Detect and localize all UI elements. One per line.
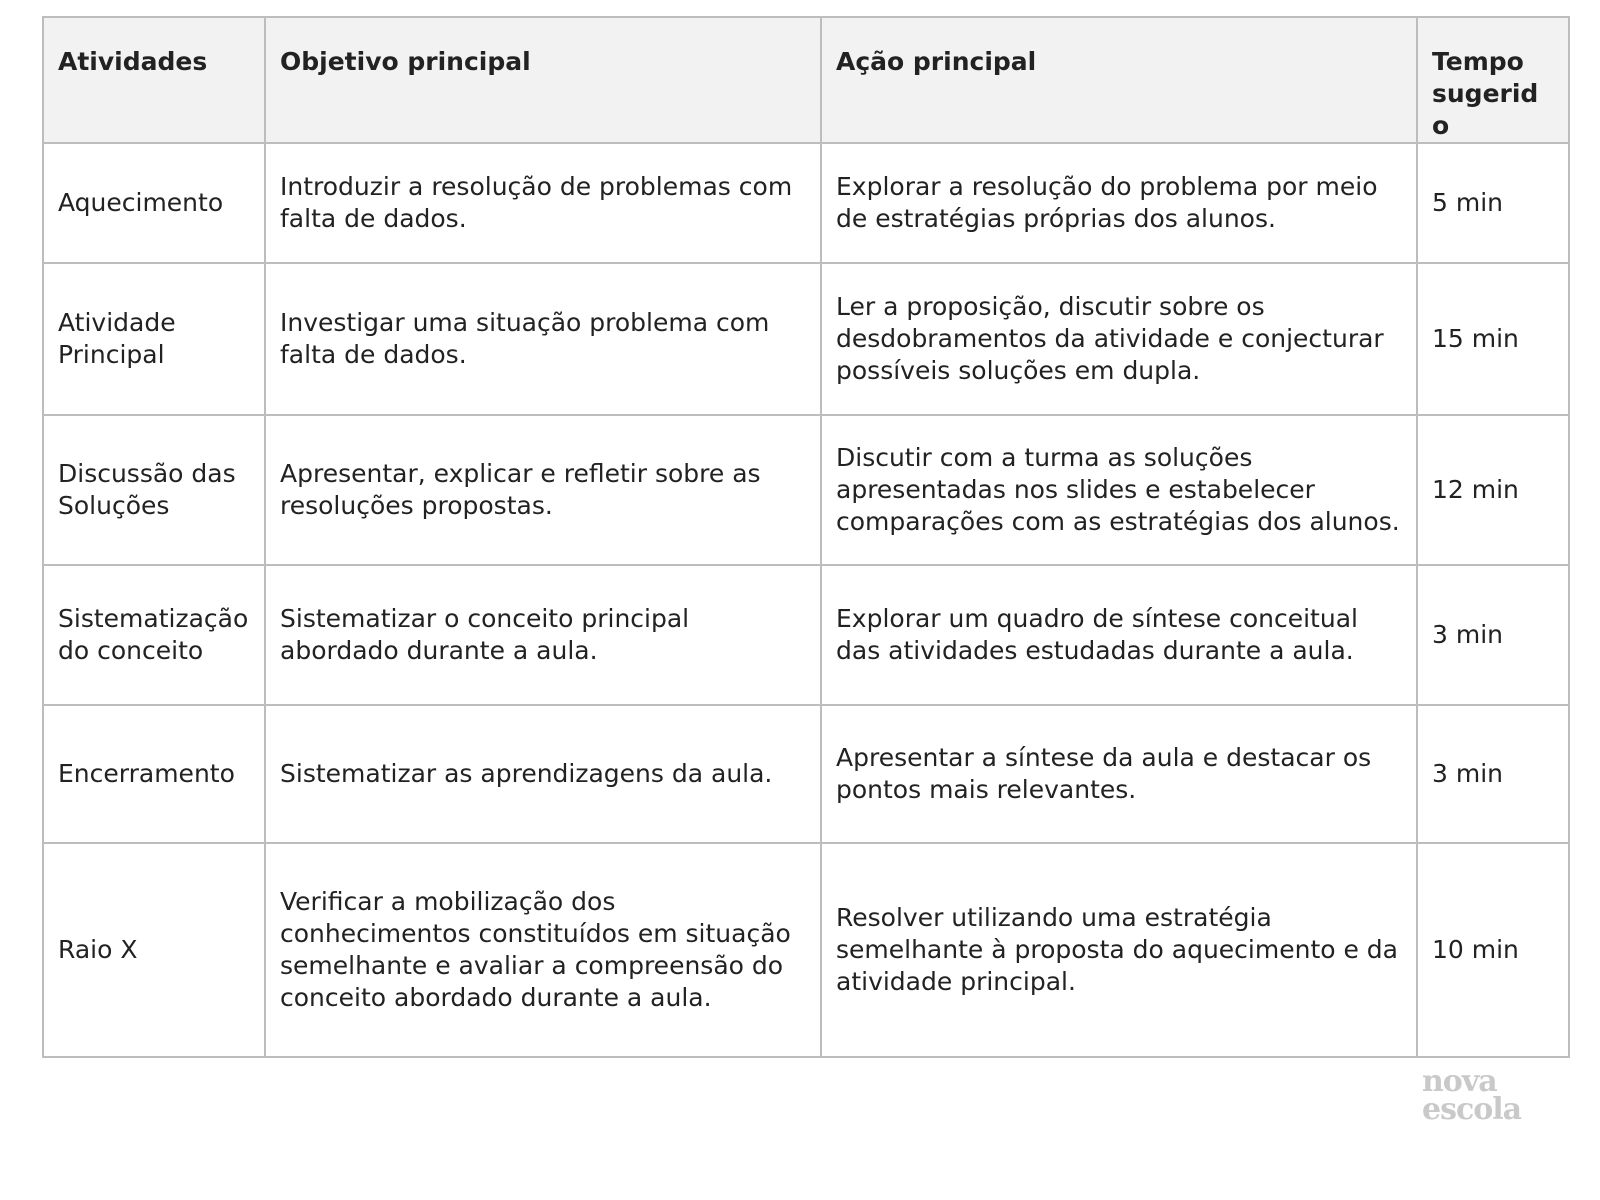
- cell-atividade: Aquecimento: [43, 143, 265, 263]
- cell-atividade: Atividade Principal: [43, 263, 265, 415]
- cell-atividade: Sistematização do conceito: [43, 565, 265, 705]
- cell-objetivo: Verificar a mobilização dos conhecimentos constituídos em situação semelhante e avaliar a compreensão do conceito abordado durante a aula.: [265, 843, 821, 1057]
- logo-line-nova: nova: [1422, 1064, 1497, 1099]
- table-row: [43, 263, 1569, 415]
- lesson-plan-table: [42, 16, 1570, 1058]
- cell-atividade: Encerramento: [43, 705, 265, 843]
- cell-acao: Discutir com a turma as soluções apresentadas nos slides e estabelecer comparações com as estratégias dos alunos.: [821, 415, 1417, 565]
- cell-acao: Ler a proposição, discutir sobre os desdobramentos da atividade e conjecturar possíveis soluções em dupla.: [821, 263, 1417, 415]
- cell-objetivo: Investigar uma situação problema com falta de dados.: [265, 263, 821, 415]
- cell-tempo: 15 min: [1417, 263, 1569, 415]
- cell-acao: Explorar a resolução do problema por meio de estratégias próprias dos alunos.: [821, 143, 1417, 263]
- cell-objetivo: Apresentar, explicar e refletir sobre as resoluções propostas.: [265, 415, 821, 565]
- cell-tempo: 12 min: [1417, 415, 1569, 565]
- header-objetivo-principal: Objetivo principal: [265, 17, 821, 143]
- cell-acao: Resolver utilizando uma estratégia semelhante à proposta do aquecimento e da atividade principal.: [821, 843, 1417, 1057]
- cell-atividade: Raio X: [43, 843, 265, 1057]
- cell-tempo: 10 min: [1417, 843, 1569, 1057]
- logo-line-escola: escola: [1422, 1092, 1522, 1127]
- table-header-row: [43, 17, 1569, 143]
- table-row: [43, 843, 1569, 1057]
- lesson-plan-table-container: [42, 16, 1568, 1058]
- cell-acao: Apresentar a síntese da aula e destacar os pontos mais relevantes.: [821, 705, 1417, 843]
- header-tempo-sugerido: Tempo sugerido: [1417, 17, 1569, 143]
- table-row: [43, 705, 1569, 843]
- cell-objetivo: Sistematizar as aprendizagens da aula.: [265, 705, 821, 843]
- cell-tempo: 3 min: [1417, 565, 1569, 705]
- table-row: [43, 565, 1569, 705]
- cell-atividade: Discussão das Soluções: [43, 415, 265, 565]
- cell-objetivo: Sistematizar o conceito principal abordado durante a aula.: [265, 565, 821, 705]
- cell-tempo: 5 min: [1417, 143, 1569, 263]
- cell-acao: Explorar um quadro de síntese conceitual das atividades estudadas durante a aula.: [821, 565, 1417, 705]
- cell-tempo: 3 min: [1417, 705, 1569, 843]
- cell-objetivo: Introduzir a resolução de problemas com falta de dados.: [265, 143, 821, 263]
- table-row: [43, 143, 1569, 263]
- header-acao-principal: Ação principal: [821, 17, 1417, 143]
- header-atividades: Atividades: [43, 17, 265, 143]
- nova-escola-logo: [1422, 1064, 1538, 1127]
- table-row: [43, 415, 1569, 565]
